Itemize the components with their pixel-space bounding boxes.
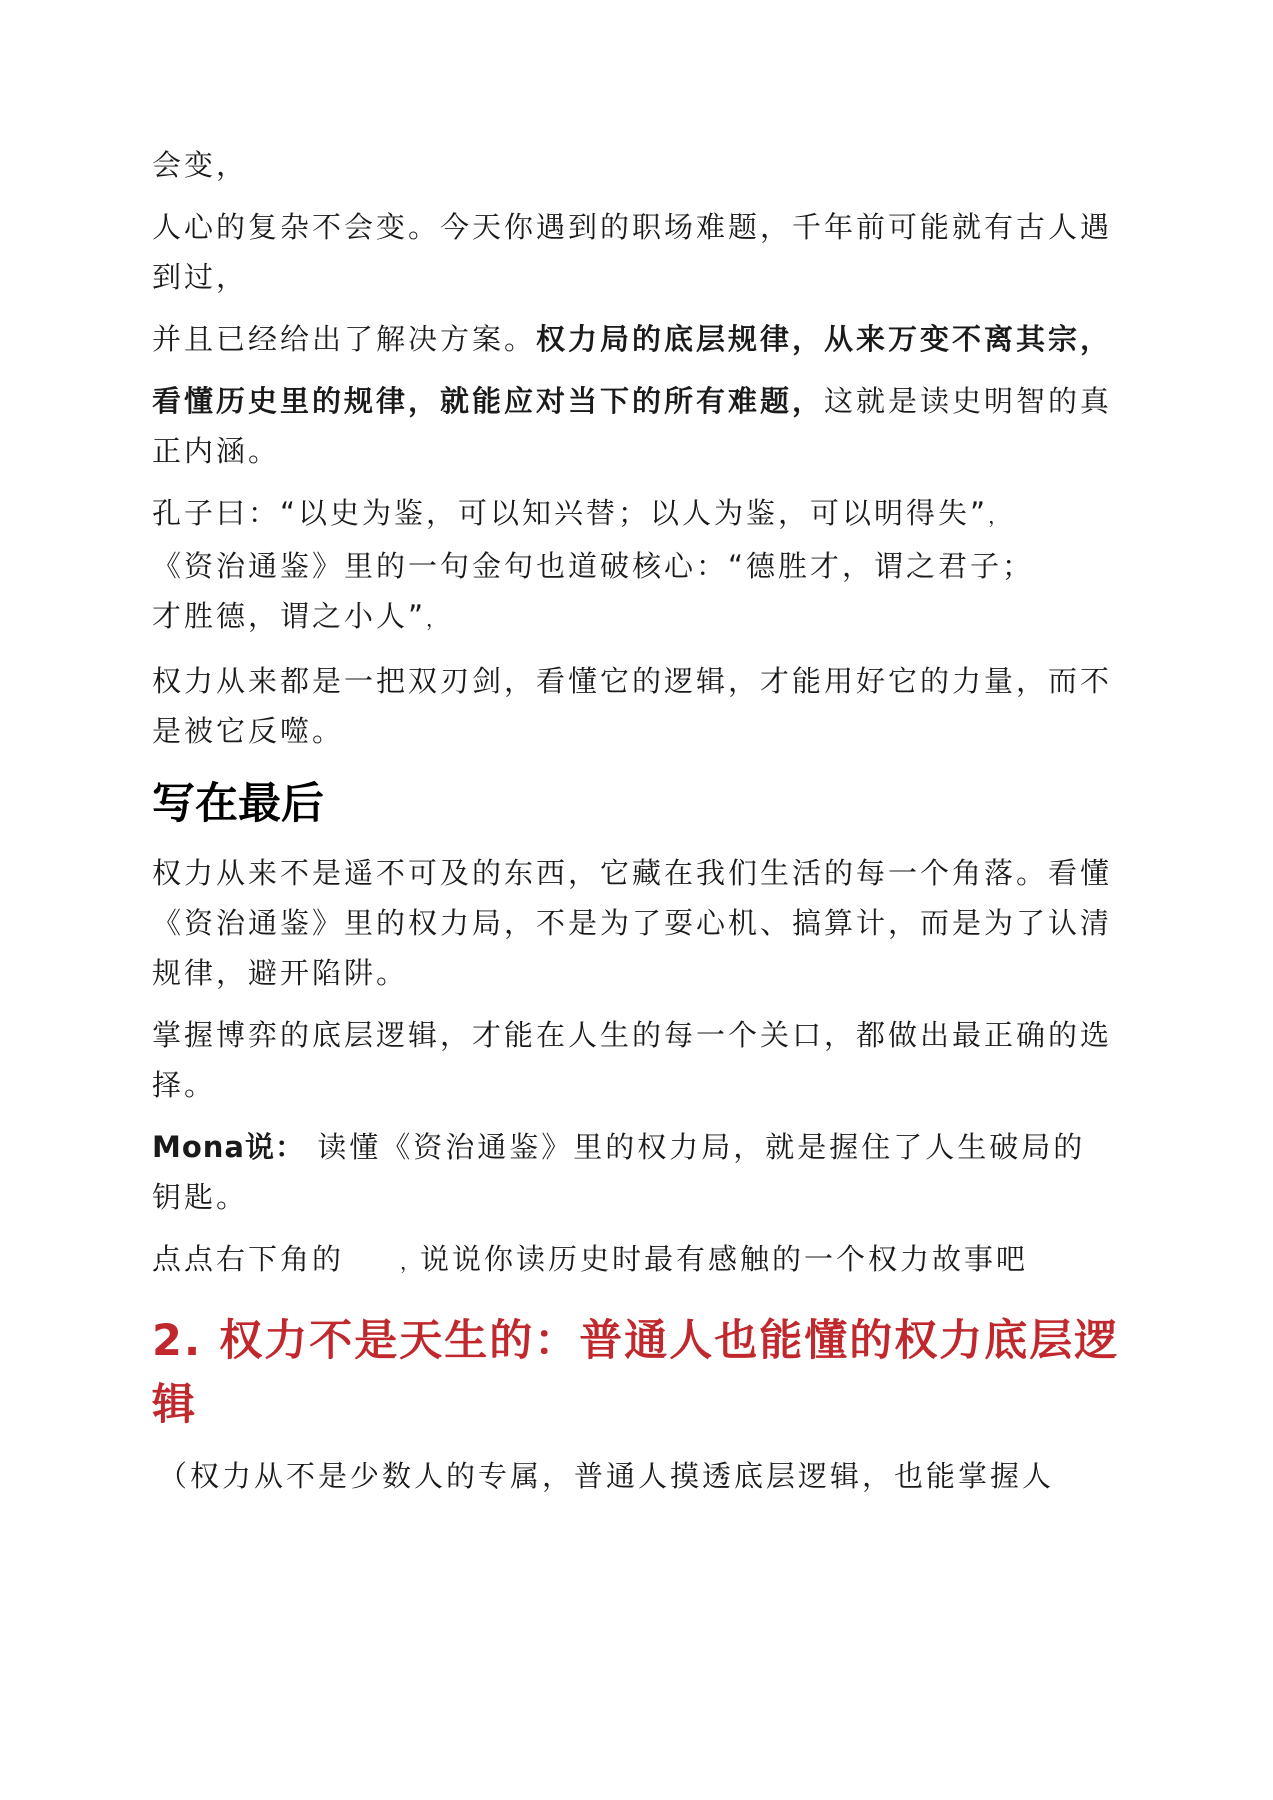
final-paragraph-2-text: 掌握博弈的底层逻辑，才能在人生的每一个关口，都做出最正确的选择。 bbox=[152, 1018, 1113, 1102]
mona-text: 读懂《资治通鉴》里的权力局，就是握住了人生破局的 钥匙。 bbox=[152, 1130, 1086, 1214]
paragraph-4-bold-text: 看懂历史里的规律，就能应对当下的所有难题， bbox=[152, 384, 825, 418]
quote-line-3: 才胜德，谓之小人” bbox=[152, 599, 427, 633]
paragraph-1-text: 会变， bbox=[152, 148, 249, 182]
paragraph-3 bbox=[152, 314, 1122, 364]
section-heading-2-text: 2. 权力不是天生的：普通人也能懂的权力底层逻辑 bbox=[152, 1316, 1120, 1430]
final-paragraph-1 bbox=[152, 848, 1122, 998]
quote-line-1-tail: ， bbox=[988, 504, 1009, 528]
call-to-action bbox=[152, 1234, 1122, 1287]
document-page bbox=[152, 140, 1122, 1513]
quote-paragraph bbox=[152, 488, 1122, 644]
quote-line-3-tail: ， bbox=[426, 607, 447, 631]
mona-label: Mona说： bbox=[152, 1130, 305, 1164]
paragraph-3-normal-text: 并且已经给出了解决方案。 bbox=[152, 322, 537, 356]
cta-text-after: 说说你读历史时最有感触的一个权力故事吧 bbox=[420, 1242, 1029, 1276]
quote-line-1: 孔子曰：“以史为鉴，可以知兴替；以人为鉴，可以明得失” bbox=[152, 496, 989, 530]
paragraph-2 bbox=[152, 202, 1122, 302]
paragraph-4-normal-text: 这就是读史明智的真正内涵。 bbox=[152, 384, 1113, 468]
final-paragraph-1-text: 权力从来不是遥不可及的东西，它藏在我们生活的每一个角落。看懂《资治通鉴》里的权力局，不是为了耍心机、搞算计，而是为了认清规律，避开陷阱。 bbox=[152, 856, 1113, 990]
cta-comma: ， bbox=[400, 1250, 421, 1274]
final-paragraph-2 bbox=[152, 1010, 1122, 1110]
paragraph-2-text: 人心的复杂不会变。今天你遇到的职场难题，千年前可能就有古人遇到过， bbox=[152, 210, 1113, 294]
section-2-intro bbox=[158, 1451, 1122, 1501]
paragraph-6 bbox=[152, 656, 1122, 756]
paragraph-1 bbox=[152, 140, 1122, 190]
section-2-intro-text: （权力从不是少数人的专属，普通人摸透底层逻辑，也能掌握人 bbox=[158, 1459, 1055, 1493]
section-heading-2 bbox=[152, 1309, 1122, 1437]
paragraph-6-text: 权力从来都是一把双刃剑，看懂它的逻辑，才能用好它的力量，而不是被它反噬。 bbox=[152, 664, 1113, 748]
paragraph-4 bbox=[152, 376, 1122, 476]
quote-line-2: 《资治通鉴》里的一句金句也道破核心：“德胜才，谓之君子； bbox=[152, 549, 1035, 583]
section-heading-final: 写在最后 bbox=[152, 779, 324, 829]
cta-text-before: 点点右下角的 bbox=[152, 1242, 345, 1276]
mona-comment bbox=[152, 1122, 1122, 1222]
paragraph-3-bold-text: 权力局的底层规律，从来万变不离其宗， bbox=[536, 322, 1113, 356]
